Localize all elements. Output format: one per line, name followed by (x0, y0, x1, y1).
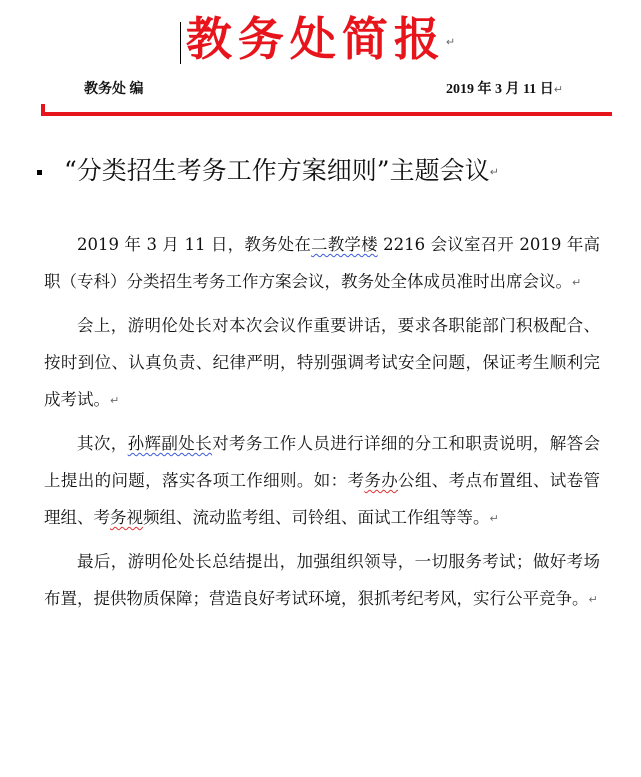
paragraph-mark-icon: ↵ (110, 394, 120, 407)
article-body (44, 226, 600, 624)
paragraph-mark-icon: ↵ (553, 83, 563, 96)
masthead-title-text: 教务处简报 (185, 12, 446, 66)
paragraph-1-text-c: 2216 会议室召开 2019 年高职（专科）分类招生考务工作方案会议，教务处全体成员准时出席会议。 (44, 235, 600, 291)
paragraph-3-text-c: 对考务工作人员进行详细的分工和职责说明，解答会上提出的问题，落实各项工作细则。如：考 (44, 434, 601, 490)
paragraph-3-spellcheck-name: 孙辉副处长 (127, 434, 213, 453)
issuer-label: 教务处 编 (84, 82, 144, 97)
paragraph-mark-icon: ↵ (489, 165, 499, 179)
paragraph-3-spellcheck-1: 务办 (364, 471, 399, 490)
masthead-title (0, 6, 641, 76)
article-headline (64, 153, 499, 191)
paragraph-3-text-a: 其次， (77, 434, 128, 453)
article-headline-text: “分类招生考务工作方案细则”主题会议 (64, 156, 490, 185)
paragraph-mark-icon: ↵ (489, 512, 499, 525)
paragraph-3 (44, 425, 600, 537)
paragraph-mark-icon: ↵ (572, 276, 582, 289)
paragraph-2 (44, 307, 600, 419)
issue-date (446, 80, 563, 100)
issue-date-text: 2019 年 3 月 11 日 (446, 82, 554, 98)
bullet-icon (37, 170, 42, 175)
paragraph-4-text: 最后，游明伦处长总结提出，加强组织领导，一切服务考试；做好考场布置，提供物质保障；营造良好考试环境，狠抓考纪考风，实行公平竞争。 (44, 552, 600, 608)
paragraph-mark-icon: ↵ (588, 593, 598, 606)
paragraph-4 (44, 543, 600, 618)
paragraph-3-spellcheck-2: 务视 (110, 508, 143, 527)
paragraph-1-text-a: 2019 年 3 月 11 日，教务处在 (77, 235, 312, 254)
paragraph-3-text-g: 频组、流动监考组、司铃组、面试工作组等等。 (143, 508, 490, 527)
paragraph-mark-icon: ↵ (445, 35, 456, 49)
paragraph-1 (44, 226, 600, 301)
paragraph-2-text: 会上，游明伦处长对本次会议作重要讲话，要求各职能部门积极配合、按时到位、认真负责、纪律严明，特别强调考试安全问题，保证考生顺利完成考试。 (44, 316, 600, 409)
paragraph-1-spellcheck-term: 二教学楼 (311, 235, 378, 254)
header-rule (41, 112, 612, 116)
paragraph-3-text-e: 公组、考点布置组、试卷管理组、考 (44, 471, 600, 527)
